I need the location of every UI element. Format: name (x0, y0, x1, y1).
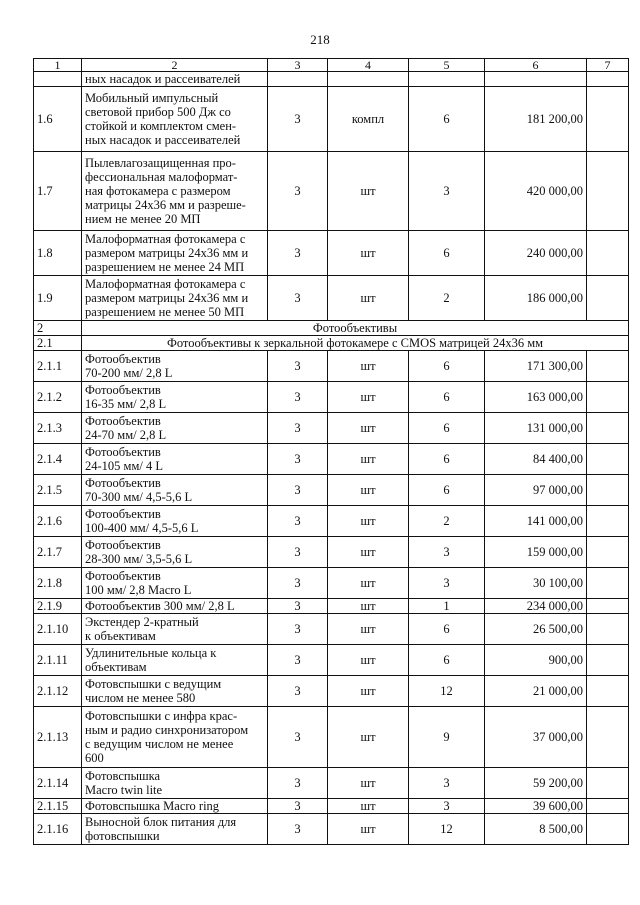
item-unit: шт (328, 231, 409, 276)
item-qty: 3 (268, 152, 328, 231)
item-name-line: Фотовспышка (85, 769, 161, 783)
item-price: 234 000,00 (485, 599, 587, 614)
item-qty: 3 (268, 506, 328, 537)
item-count: 6 (409, 475, 485, 506)
item-name-line: к объективам (85, 629, 156, 643)
item-name (82, 276, 268, 321)
item-count: 6 (409, 413, 485, 444)
item-col7 (587, 87, 629, 152)
item-number: 2.1.2 (34, 382, 82, 413)
item-name-line: фотовспышки (85, 829, 160, 843)
item-qty: 3 (268, 87, 328, 152)
item-count: 6 (409, 87, 485, 152)
item-number: 2.1.3 (34, 413, 82, 444)
item-col7 (587, 614, 629, 645)
table-row (34, 87, 629, 152)
item-unit: шт (328, 413, 409, 444)
item-price: 159 000,00 (485, 537, 587, 568)
item-name-line: Macro twin lite (85, 783, 163, 797)
item-qty: 3 (268, 475, 328, 506)
item-qty: 3 (268, 707, 328, 768)
item-name (82, 351, 268, 382)
item-number: 2.1.14 (34, 768, 82, 799)
table-row (34, 276, 629, 321)
item-name-line: Фотовспышки с инфра крас- (85, 709, 238, 723)
item-name-line: 100-400 мм/ 4,5-5,6 L (85, 521, 199, 535)
item-count: 6 (409, 614, 485, 645)
item-name-line: Фотообъектив (85, 538, 161, 552)
item-price: 171 300,00 (485, 351, 587, 382)
header-cell: 2 (82, 59, 268, 72)
item-price: 21 000,00 (485, 676, 587, 707)
item-col7 (587, 814, 629, 845)
item-col7 (587, 231, 629, 276)
item-name (82, 645, 268, 676)
item-number: 1.6 (34, 87, 82, 152)
item-qty: 3 (268, 676, 328, 707)
header-cell: 1 (34, 59, 82, 72)
item-name-line: 70-200 мм/ 2,8 L (85, 366, 173, 380)
item-col7 (587, 707, 629, 768)
item-name-line: нием не менее 20 МП (85, 212, 201, 226)
item-number: 2.1.13 (34, 707, 82, 768)
item-number: 2.1.1 (34, 351, 82, 382)
table-row (34, 768, 629, 799)
item-unit: шт (328, 676, 409, 707)
table-row (34, 814, 629, 845)
section-row (34, 336, 629, 351)
table-row (34, 444, 629, 475)
item-count: 3 (409, 799, 485, 814)
item-name (82, 814, 268, 845)
item-number: 2.1.5 (34, 475, 82, 506)
item-price: 39 600,00 (485, 799, 587, 814)
item-qty: 3 (268, 413, 328, 444)
item-col7 (587, 568, 629, 599)
section-number: 2 (34, 321, 82, 336)
item-qty: 3 (268, 645, 328, 676)
item-price: 59 200,00 (485, 768, 587, 799)
header-cell: 7 (587, 59, 629, 72)
item-number: 2.1.7 (34, 537, 82, 568)
item-qty: 3 (268, 799, 328, 814)
item-unit: шт (328, 382, 409, 413)
header-row (34, 59, 629, 72)
table-body (34, 59, 629, 845)
item-number: 1.7 (34, 152, 82, 231)
item-name-line: 28-300 мм/ 3,5-5,6 L (85, 552, 193, 566)
item-name (82, 614, 268, 645)
item-price: 84 400,00 (485, 444, 587, 475)
item-name-line: Малоформатная фотокамера с (85, 232, 246, 246)
item-col7 (587, 413, 629, 444)
header-cell: 4 (328, 59, 409, 72)
table-row (34, 645, 629, 676)
table-row (34, 506, 629, 537)
item-name-line: Фотообъектив (85, 476, 161, 490)
item-name (82, 676, 268, 707)
item-count: 3 (409, 768, 485, 799)
item-unit: шт (328, 152, 409, 231)
item-name-line: разрешением не менее 50 МП (85, 305, 245, 319)
item-name-line: размером матрицы 24х36 мм и (85, 246, 249, 260)
item-name-line: Выносной блок питания для (85, 815, 237, 829)
table-row (34, 599, 629, 614)
item-name (82, 413, 268, 444)
item-unit: шт (328, 768, 409, 799)
item-number: 2.1.9 (34, 599, 82, 614)
item-name-line: Фотообъектив (85, 445, 161, 459)
item-name-line: стойкой и комплектом смен- (85, 119, 237, 133)
table-row (34, 475, 629, 506)
item-name-line: ных насадок и рассеивателей (85, 72, 241, 86)
item-name-line: Пылевлагозащищенная про- (85, 156, 236, 170)
item-qty: 3 (268, 768, 328, 799)
item-qty: 3 (268, 351, 328, 382)
item-price: 141 000,00 (485, 506, 587, 537)
item-col7 (587, 768, 629, 799)
item-qty: 3 (268, 444, 328, 475)
item-count: 12 (409, 676, 485, 707)
item-unit: шт (328, 707, 409, 768)
item-col7 (587, 645, 629, 676)
item-price: 97 000,00 (485, 475, 587, 506)
table-row (34, 72, 629, 87)
item-qty: 3 (268, 568, 328, 599)
item-name-line: Фотообъектив (85, 507, 161, 521)
item-qty: 3 (268, 382, 328, 413)
header-cell: 6 (485, 59, 587, 72)
item-price: 37 000,00 (485, 707, 587, 768)
item-name-line: 100 мм/ 2,8 Macro L (85, 583, 192, 597)
item-name-line: Удлинительные кольца к (85, 646, 217, 660)
item-name-line: размером матрицы 24х36 мм и (85, 291, 249, 305)
item-name-line: 70-300 мм/ 4,5-5,6 L (85, 490, 193, 504)
item-count: 6 (409, 444, 485, 475)
item-name (82, 444, 268, 475)
table-row (34, 537, 629, 568)
item-name-line: разрешением не менее 24 МП (85, 260, 245, 274)
item-name (82, 599, 268, 614)
item-count: 12 (409, 814, 485, 845)
item-qty: 3 (268, 814, 328, 845)
item-name-line: Фотообъектив 300 мм/ 2,8 L (85, 599, 235, 613)
item-price: 240 000,00 (485, 231, 587, 276)
item-number: 2.1.10 (34, 614, 82, 645)
item-name (82, 87, 268, 152)
item-col7 (587, 799, 629, 814)
item-col7 (587, 444, 629, 475)
table-row (34, 614, 629, 645)
item-name-line: 24-70 мм/ 2,8 L (85, 428, 167, 442)
item-name-line: 16-35 мм/ 2,8 L (85, 397, 167, 411)
item-number: 2.1.16 (34, 814, 82, 845)
item-number: 2.1.6 (34, 506, 82, 537)
item-name-line: ная фотокамера с размером (85, 184, 231, 198)
item-qty: 3 (268, 276, 328, 321)
item-col7 (587, 475, 629, 506)
item-name-line: Фотообъектив (85, 383, 161, 397)
item-unit: шт (328, 568, 409, 599)
item-name-line: Фотовспышка Macro ring (85, 799, 220, 813)
item-price: 900,00 (485, 645, 587, 676)
item-col7 (587, 537, 629, 568)
item-name-line: Фотообъектив (85, 569, 161, 583)
item-count: 9 (409, 707, 485, 768)
item-price: 8 500,00 (485, 814, 587, 845)
item-name-line: световой прибор 500 Дж со (85, 105, 231, 119)
item-name (82, 152, 268, 231)
item-count: 3 (409, 568, 485, 599)
table-row (34, 707, 629, 768)
item-qty (268, 72, 328, 87)
item-count: 6 (409, 382, 485, 413)
item-col7 (587, 599, 629, 614)
table-row (34, 568, 629, 599)
item-price: 163 000,00 (485, 382, 587, 413)
item-unit: шт (328, 645, 409, 676)
item-count (409, 72, 485, 87)
item-col7 (587, 676, 629, 707)
item-number (34, 72, 82, 87)
item-name (82, 382, 268, 413)
item-unit: шт (328, 614, 409, 645)
item-name (82, 506, 268, 537)
item-name-line: матрицы 24х36 мм и разреше- (85, 198, 246, 212)
item-qty: 3 (268, 537, 328, 568)
item-number: 2.1.15 (34, 799, 82, 814)
item-number: 2.1.12 (34, 676, 82, 707)
item-name (82, 537, 268, 568)
item-name-line: ных насадок и рассеивателей (85, 133, 241, 147)
item-number: 2.1.8 (34, 568, 82, 599)
item-col7 (587, 72, 629, 87)
item-unit: шт (328, 276, 409, 321)
item-unit: шт (328, 475, 409, 506)
item-number: 2.1.4 (34, 444, 82, 475)
item-unit: шт (328, 537, 409, 568)
item-price: 26 500,00 (485, 614, 587, 645)
item-name (82, 799, 268, 814)
item-number: 1.8 (34, 231, 82, 276)
item-count: 6 (409, 351, 485, 382)
item-price: 181 200,00 (485, 87, 587, 152)
item-name-line: ным и радио синхронизатором (85, 723, 249, 737)
item-count: 2 (409, 506, 485, 537)
item-count: 6 (409, 645, 485, 676)
item-price: 30 100,00 (485, 568, 587, 599)
item-name-line: Фотообъектив (85, 414, 161, 428)
table-row (34, 676, 629, 707)
item-qty: 3 (268, 231, 328, 276)
item-unit (328, 72, 409, 87)
item-number: 1.9 (34, 276, 82, 321)
item-name-line: Мобильный импульсный (85, 91, 219, 105)
item-qty: 3 (268, 599, 328, 614)
item-name-line: Малоформатная фотокамера с (85, 277, 246, 291)
item-price: 186 000,00 (485, 276, 587, 321)
item-count: 1 (409, 599, 485, 614)
item-unit: шт (328, 506, 409, 537)
section-row (34, 321, 629, 336)
item-name (82, 475, 268, 506)
item-name-line: Фотообъектив (85, 352, 161, 366)
item-col7 (587, 152, 629, 231)
equipment-table (33, 58, 629, 845)
item-name-line: с ведущим числом не менее (85, 737, 234, 751)
item-unit: шт (328, 351, 409, 382)
item-name (82, 707, 268, 768)
table-row (34, 231, 629, 276)
item-name-line: числом не менее 580 (85, 691, 196, 705)
table-row (34, 382, 629, 413)
item-count: 3 (409, 152, 485, 231)
section-title: Фотообъективы к зеркальной фотокамере с CMOS матрицей 24х36 мм (82, 336, 629, 351)
item-name-line: Экстендер 2-кратный (85, 615, 199, 629)
item-count: 3 (409, 537, 485, 568)
item-unit: компл (328, 87, 409, 152)
item-count: 6 (409, 231, 485, 276)
item-price (485, 72, 587, 87)
item-col7 (587, 276, 629, 321)
section-number: 2.1 (34, 336, 82, 351)
item-number: 2.1.11 (34, 645, 82, 676)
item-name-line: Фотовспышки с ведущим (85, 677, 222, 691)
item-col7 (587, 351, 629, 382)
section-title: Фотообъективы (82, 321, 629, 336)
item-price: 420 000,00 (485, 152, 587, 231)
item-name (82, 768, 268, 799)
header-cell: 3 (268, 59, 328, 72)
item-unit: шт (328, 444, 409, 475)
item-name-line: 600 (85, 751, 104, 765)
item-unit: шт (328, 599, 409, 614)
item-unit: шт (328, 799, 409, 814)
table-row (34, 799, 629, 814)
item-col7 (587, 382, 629, 413)
item-name (82, 72, 268, 87)
item-name-line: объективам (85, 660, 147, 674)
item-qty: 3 (268, 614, 328, 645)
table-row (34, 351, 629, 382)
page-number: 218 (310, 32, 330, 47)
table-row (34, 152, 629, 231)
item-count: 2 (409, 276, 485, 321)
item-col7 (587, 506, 629, 537)
item-name (82, 231, 268, 276)
item-price: 131 000,00 (485, 413, 587, 444)
item-name (82, 568, 268, 599)
item-name-line: 24-105 мм/ 4 L (85, 459, 163, 473)
header-cell: 5 (409, 59, 485, 72)
item-name-line: фессиональная малоформат- (85, 170, 238, 184)
table-row (34, 413, 629, 444)
item-unit: шт (328, 814, 409, 845)
